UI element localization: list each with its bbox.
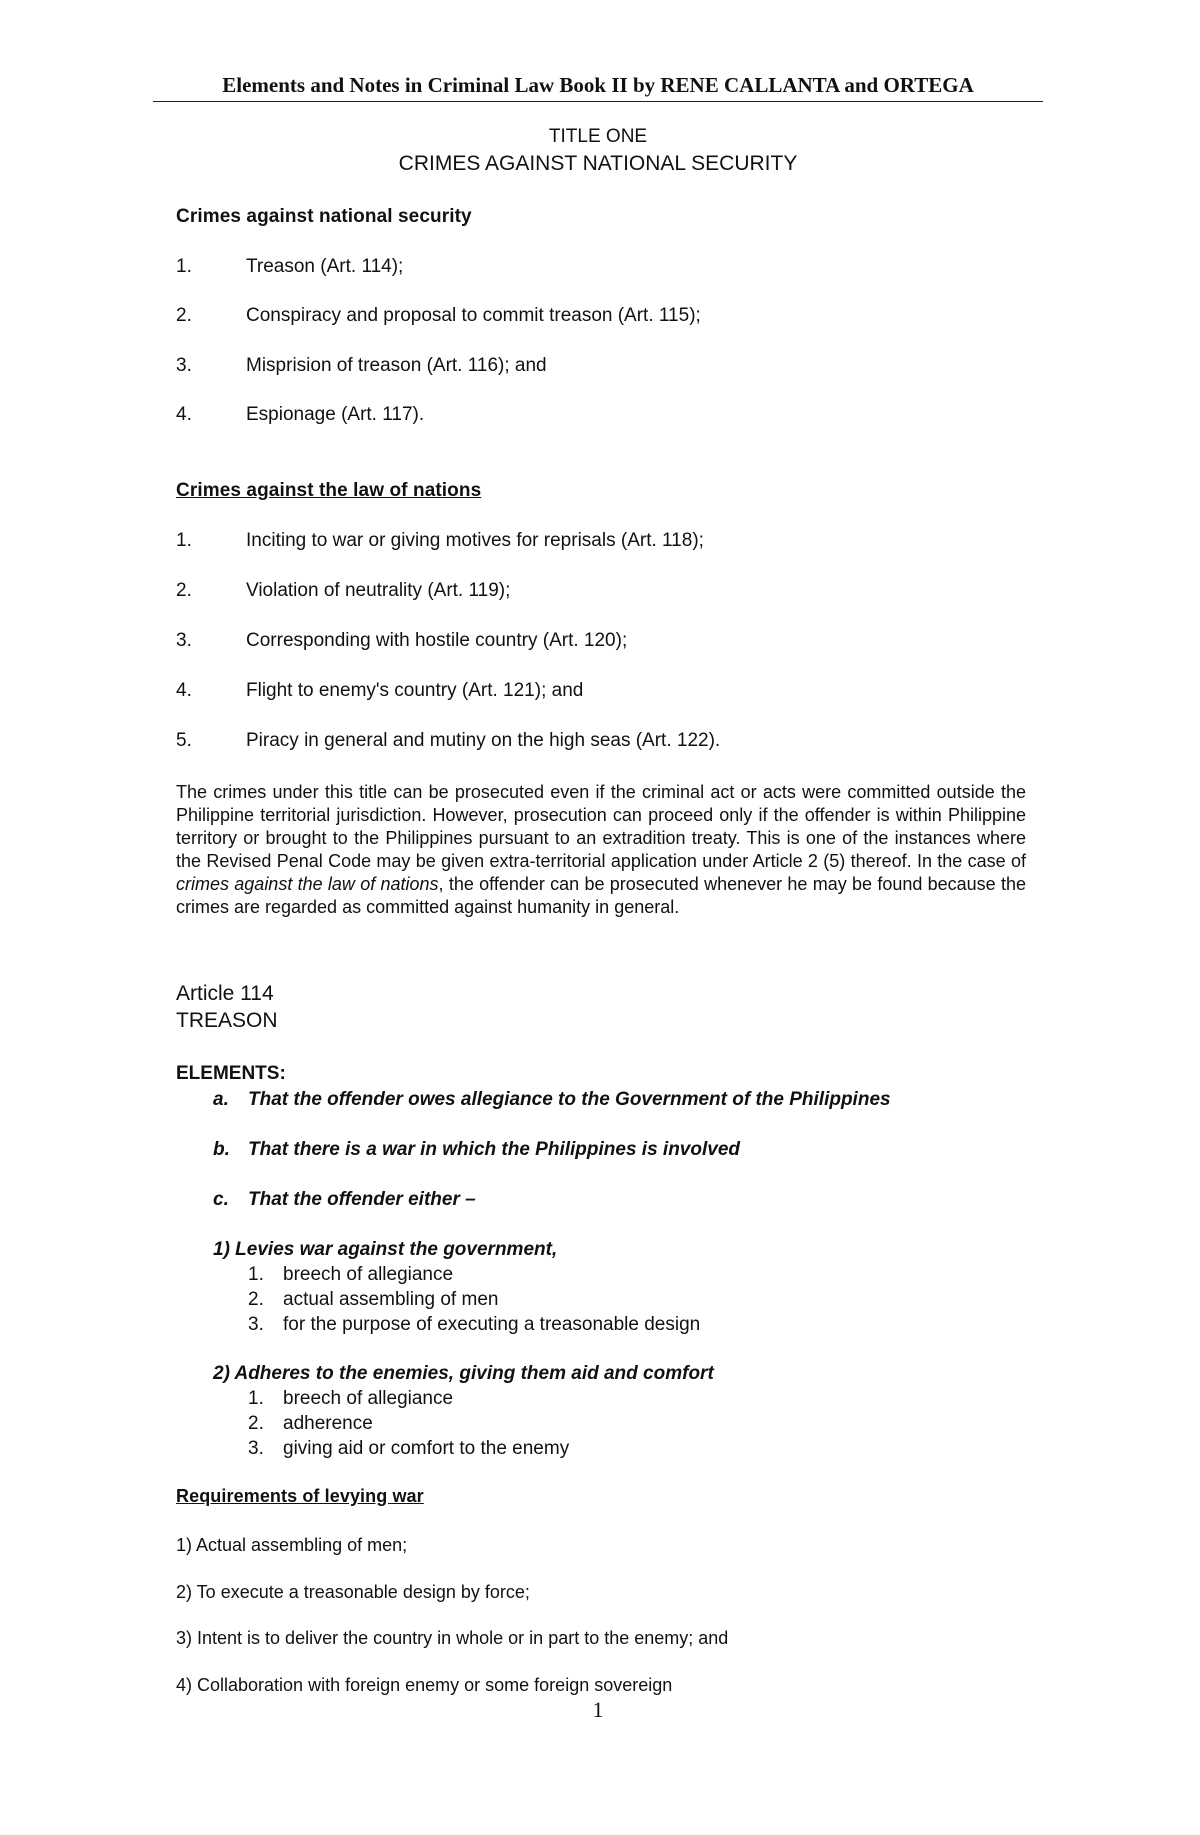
list-item-text: Violation of neutrality (Art. 119); <box>246 580 511 601</box>
paragraph-text: The crimes under this title can be prosecuted even if the criminal act or acts were committed outside the Philippine territorial jurisdiction. However, prosecution can proceed only if the offender is within Philippine territory or brought to the Philippines pursuant to an extradition treaty. This is one of the instances where the Revised Penal Code may be given extra-territorial application under Article 2 (5) thereof. In the case of <box>176 782 1026 871</box>
requirements-heading: Requirements of levying war <box>176 1486 424 1506</box>
law-of-nations-heading: Crimes against the law of nations <box>176 480 482 501</box>
requirement-item: 1) Actual assembling of men; <box>176 1535 408 1555</box>
list-item-text: giving aid or comfort to the enemy <box>283 1438 570 1459</box>
national-security-heading: Crimes against national security <box>176 206 472 227</box>
running-header: Elements and Notes in Criminal Law Book II by RENE CALLANTA and ORTEGA <box>222 73 974 97</box>
element-text: That the offender either – <box>248 1189 476 1210</box>
list-item <box>248 1411 948 1436</box>
list-item-number: 1. <box>176 256 192 277</box>
requirement-item: 3) Intent is to deliver the country in whole or in part to the enemy; and <box>176 1628 729 1648</box>
list-item-number: 4. <box>176 404 192 425</box>
list-item-text: Inciting to war or giving motives for reprisals (Art. 118); <box>246 530 704 551</box>
requirement-item: 4) Collaboration with foreign enemy or some foreign sovereign <box>176 1675 673 1695</box>
list-item <box>248 1386 948 1411</box>
list-item-number: 3. <box>176 630 192 651</box>
element-text: That the offender owes allegiance to the Government of the Philippines <box>248 1089 891 1110</box>
list-item-number: 2. <box>248 1289 264 1310</box>
list-item-text: Treason (Art. 114); <box>246 256 404 277</box>
list-item-text: Piracy in general and mutiny on the high seas (Art. 122). <box>246 730 721 751</box>
list-item-number: 1. <box>248 1388 264 1409</box>
list-item-number: 3. <box>248 1438 264 1459</box>
elements-label: ELEMENTS: <box>176 1063 286 1084</box>
element-letter: c. <box>213 1189 229 1210</box>
mode-adheres-heading: 2) Adheres to the enemies, giving them aid and comfort <box>213 1363 714 1384</box>
list-item-number: 3. <box>248 1314 264 1335</box>
paragraph-italic-term: crimes against the law of nations <box>176 874 439 894</box>
element-letter: b. <box>213 1139 230 1160</box>
list-item <box>248 1287 948 1312</box>
element-text: That there is a war in which the Philippines is involved <box>248 1139 740 1160</box>
list-item <box>248 1436 948 1461</box>
list-item-number: 1. <box>248 1264 264 1285</box>
list-item-number: 2. <box>176 580 192 601</box>
list-item-text: breech of allegiance <box>283 1388 454 1409</box>
list-item <box>248 1262 948 1287</box>
body-paragraph <box>176 781 1026 919</box>
list-item-text: for the purpose of executing a treasonable design <box>283 1314 701 1335</box>
header-divider <box>153 101 1043 102</box>
list-item-text: adherence <box>283 1413 373 1434</box>
list-item-text: Misprision of treason (Art. 116); and <box>246 355 547 376</box>
list-item-number: 1. <box>176 530 192 551</box>
article-number: Article 114 <box>176 982 274 1005</box>
page-number: 1 <box>592 1697 604 1722</box>
mode-levies-war-heading: 1) Levies war against the government, <box>213 1239 558 1260</box>
list-item-number: 2. <box>248 1413 264 1434</box>
title-heading: CRIMES AGAINST NATIONAL SECURITY <box>398 152 798 175</box>
list-item-number: 2. <box>176 305 192 326</box>
list-item-text: Espionage (Art. 117). <box>246 404 425 425</box>
requirement-item: 2) To execute a treasonable design by force; <box>176 1582 530 1602</box>
list-item-text: Flight to enemy's country (Art. 121); and <box>246 680 584 701</box>
list-item-number: 3. <box>176 355 192 376</box>
title-number: TITLE ONE <box>548 126 648 147</box>
list-item-text: actual assembling of men <box>283 1289 499 1310</box>
mode-adheres-list <box>248 1386 948 1461</box>
mode-levies-war-list <box>248 1262 948 1337</box>
list-item-text: breech of allegiance <box>283 1264 454 1285</box>
paragraph-text-end: , the offender can be prosecuted whenever he may be found because the crimes are regarded as committed against humanity in general. <box>176 874 1026 917</box>
element-letter: a. <box>213 1089 229 1110</box>
list-item-text: Corresponding with hostile country (Art. 120); <box>246 630 628 651</box>
list-item-text: Conspiracy and proposal to commit treason (Art. 115); <box>246 305 701 326</box>
list-item-number: 5. <box>176 730 192 751</box>
article-name: TREASON <box>176 1009 278 1032</box>
list-item <box>248 1312 948 1337</box>
list-item-number: 4. <box>176 680 192 701</box>
